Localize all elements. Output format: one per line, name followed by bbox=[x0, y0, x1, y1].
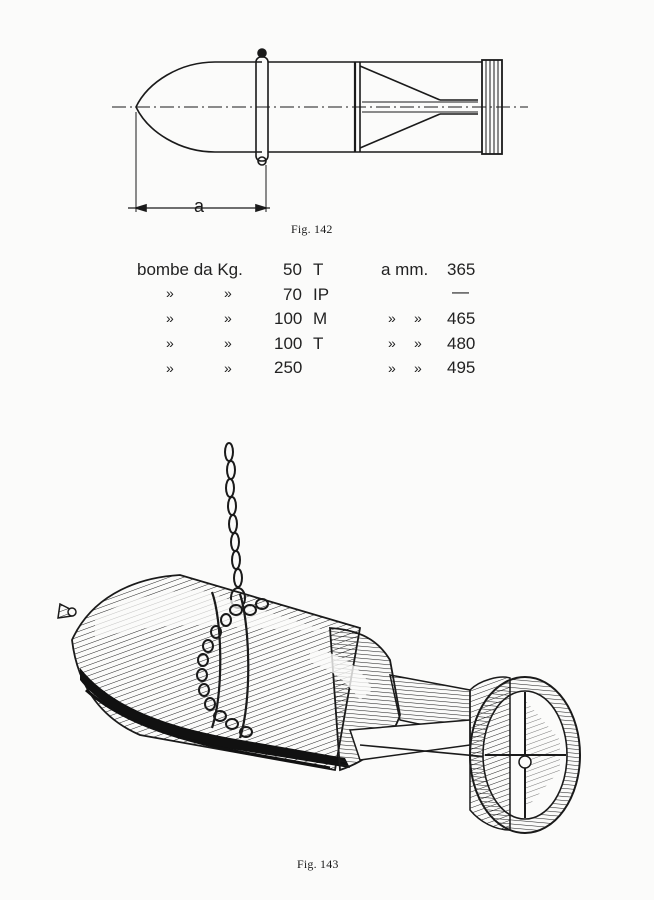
table-row-5-ditto-2: » bbox=[224, 360, 232, 376]
table-row-2-ditto: » bbox=[166, 285, 174, 301]
table-row-4-ditto: » bbox=[166, 335, 174, 351]
table-row-3-value: 465 bbox=[447, 309, 476, 328]
nose-fuze bbox=[58, 604, 76, 618]
table-row-3-ditto: » bbox=[166, 310, 174, 326]
table-row-4-ditto-3: » bbox=[388, 335, 396, 351]
table-row-3-ditto-3: » bbox=[388, 310, 396, 326]
table-row-2-ditto-2: » bbox=[224, 285, 232, 301]
table-row-4-weight: 100 bbox=[274, 334, 303, 353]
table-row-2-weight: 70 bbox=[283, 285, 302, 304]
table-row-4-ditto-2: » bbox=[224, 335, 232, 351]
chain bbox=[225, 443, 245, 608]
table-row-5-ditto-3: » bbox=[388, 360, 396, 376]
table-row-3-type: M bbox=[313, 309, 328, 328]
fig142-caption: Fig. 142 bbox=[291, 222, 333, 236]
table-row-4-type: T bbox=[313, 334, 324, 353]
table-row-4-ditto-4: » bbox=[414, 335, 422, 351]
table-row-5-ditto-4: » bbox=[414, 360, 422, 376]
table-row-5-value: 495 bbox=[447, 358, 476, 377]
dimension-label-a: a bbox=[194, 196, 205, 216]
table-row-5-weight: 250 bbox=[274, 358, 303, 377]
table-row-3-weight: 100 bbox=[274, 309, 303, 328]
fig143-caption: Fig. 143 bbox=[297, 857, 339, 871]
table-row-3-ditto-4: » bbox=[414, 310, 422, 326]
table-row-1-label: bombe da Kg. bbox=[137, 260, 243, 279]
table-row-3-ditto-2: » bbox=[224, 310, 232, 326]
table-row-1-a-label: a mm. bbox=[381, 260, 429, 279]
table-row-1-weight: 50 bbox=[283, 260, 302, 279]
table-row-1-value: 365 bbox=[447, 260, 476, 279]
table-row-4-value: 480 bbox=[447, 334, 476, 353]
table-row-1-type: T bbox=[313, 260, 324, 279]
table-row-5-ditto: » bbox=[166, 360, 174, 376]
table-row-2-type: IP bbox=[313, 285, 330, 304]
table-row-2-value: — bbox=[452, 282, 469, 301]
